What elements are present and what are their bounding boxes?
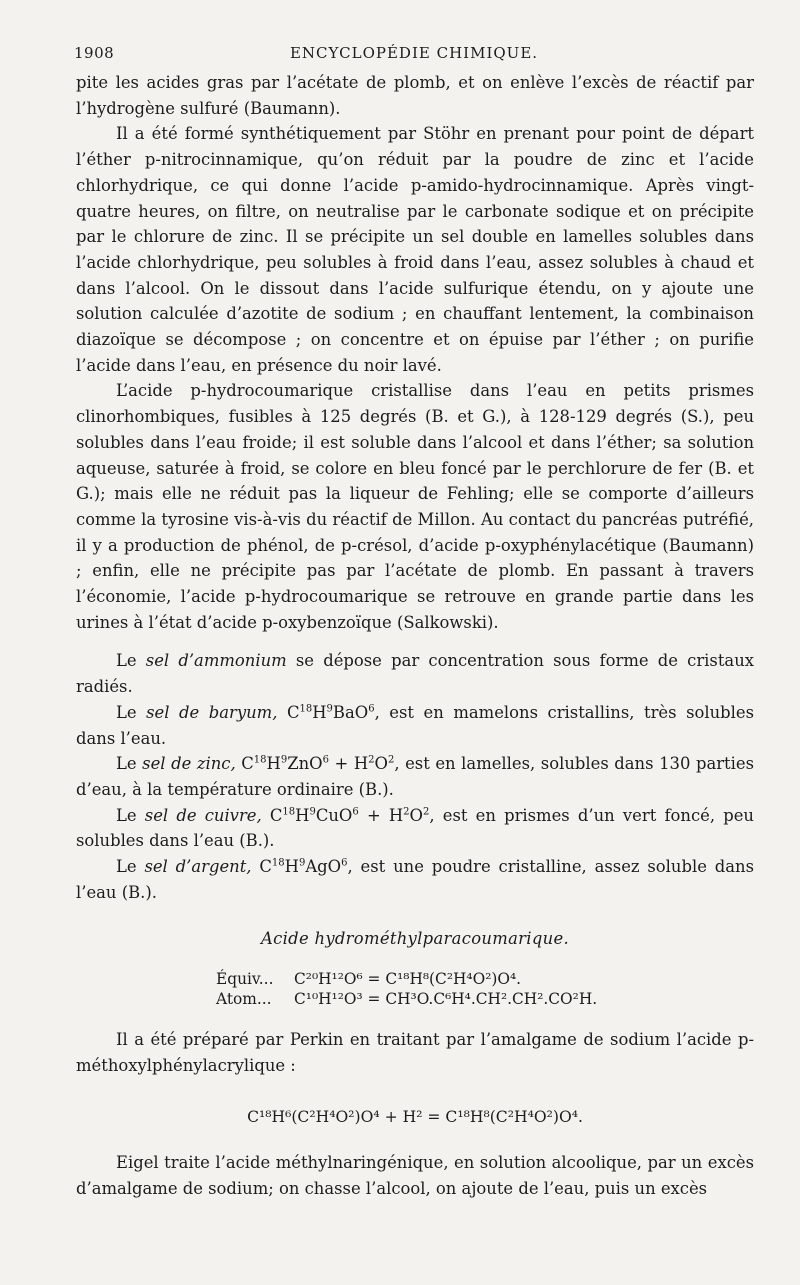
page-number: 1908 <box>74 44 115 62</box>
formula-label-equiv: Équiv... <box>216 970 274 989</box>
reaction-equation: C¹⁸H⁶(C²H⁴O²)O⁴ + H² = C¹⁸H⁸(C²H⁴O²)O⁴. <box>247 1107 583 1126</box>
salt-name: sel d’argent, <box>144 857 252 877</box>
formula-block <box>216 969 754 1009</box>
formula-sup: 6 <box>341 857 348 869</box>
salt-cuivre <box>76 803 754 854</box>
salt-description: , est en mamelons cristallins, très solubles dans l’eau. <box>76 702 754 748</box>
formula-label-atom: Atom... <box>216 990 272 1009</box>
formula-sup: 6 <box>322 754 329 766</box>
formula-part: H <box>266 754 281 774</box>
formula-part: O <box>374 754 388 774</box>
salt-lead: Le <box>116 702 147 722</box>
formula-sup: 18 <box>271 857 285 869</box>
formula-part: C <box>235 754 254 774</box>
formula-sup: 9 <box>280 754 288 766</box>
salt-zinc <box>76 751 754 802</box>
formula-part: C <box>251 857 272 877</box>
formula-part: ZnO <box>287 754 323 774</box>
running-title: ENCYCLOPÉDIE CHIMIQUE. <box>289 44 539 62</box>
formula-part: H <box>295 805 310 825</box>
salt-name: sel de zinc, <box>142 754 236 774</box>
section-title: Acide hydrométhylparacoumarique. <box>261 928 569 948</box>
formula-sup: 18 <box>299 703 313 715</box>
formula-sup: 18 <box>253 754 267 766</box>
formula-part: + H <box>328 754 369 774</box>
formula-part: C <box>277 702 300 722</box>
paragraph-eigel: Eigel traite l’acide méthylnaringénique, en solution alcoolique, par un excès d’amalgame de sodium; on chasse l’alcool, on ajoute de l’eau, puis un excès <box>76 1153 754 1199</box>
formula-equiv-value: C²⁰H¹²O⁶ = C¹⁸H⁸(C²H⁴O²)O⁴. <box>294 970 522 989</box>
salt-name: sel de baryum, <box>146 702 278 722</box>
formula-part: BaO <box>332 702 369 722</box>
salt-lead: Le <box>116 857 145 877</box>
salt-description: , est en prismes d’un vert foncé, peu solubles dans l’eau (B.). <box>76 805 754 851</box>
formula-atom-value: C¹⁰H¹²O³ = CH³O.C⁶H⁴.CH².CH².CO²H. <box>294 990 598 1009</box>
paragraph-continuation: pite les acides gras par l’acétate de plomb, et on enlève l’excès de réactif par l’hydrogène sulfuré (Baumann). <box>76 73 754 118</box>
formula-sup: 2 <box>403 806 410 818</box>
formula-part: CuO <box>315 805 353 825</box>
formula-sup: 2 <box>368 754 375 766</box>
formula-sup: 9 <box>326 703 333 715</box>
salt-name: sel d’ammonium <box>145 651 287 671</box>
salt-lead: Le <box>116 805 145 825</box>
salt-name: sel de cuivre, <box>144 805 262 825</box>
formula-part: H <box>284 857 299 877</box>
salt-ammonium <box>76 648 754 699</box>
formula-sup: 6 <box>368 703 375 715</box>
salt-lead: Le <box>116 651 146 671</box>
paragraph-perkin: Il a été préparé par Perkin en traitant par l’amalgame de sodium l’acide p-méthoxylphénylacrylique : <box>76 1030 754 1075</box>
formula-part: AgO <box>305 857 342 877</box>
formula-atom <box>216 989 754 1009</box>
salt-formula <box>262 806 430 825</box>
formula-part: + H <box>358 805 404 825</box>
salt-formula <box>236 754 395 773</box>
formula-sup: 18 <box>282 806 296 818</box>
paragraph-synthesis: Il a été formé synthétiquement par Stöhr en prenant pour point de départ l’éther p-nitrocinnamique, qu’on réduit par la poudre de zinc et l’acide chlorhydrique, ce qui donne l’acide p-amido-hydrocinnamique. Après vingt-quatre heures, on filtre, on neutralise par le carbonate sodique et on précipite par le chlorure de zinc. Il se précipite un sel double en lamelles solubles dans l’acide chlorhydrique, peu solubles à froid dans l’eau, assez solubles à chaud et dans l’alcool. On le dissout dans l’acide sulfurique étendu, on y ajoute une solution calculée d’azotite de sodium ; en chauffant lentement, la combinaison diazoïque se décompose ; on concentre et on épuise par l’éther ; on purifie l’acide dans l’eau, en présence du noir lavé. <box>76 124 754 375</box>
formula-part: H <box>312 702 327 722</box>
salt-description: se dépose par concentration sous forme de cristaux radiés. <box>76 651 754 697</box>
formula-equiv <box>216 969 754 989</box>
formula-part: O <box>409 805 423 825</box>
salt-lead: Le <box>116 754 143 774</box>
formula-sup: 6 <box>352 806 359 818</box>
salt-argent <box>76 854 754 905</box>
salt-formula <box>277 703 374 722</box>
salt-description: , est une poudre cristalline, assez soluble dans l’eau (B.). <box>76 857 754 902</box>
formula-sup: 2 <box>387 754 395 766</box>
paragraph-properties: L’acide p-hydrocoumarique cristallise dans l’eau en petits prismes clinorhombiques, fusibles à 125 degrés (B. et G.), à 128-129 degrés (S.), peu solubles dans l’eau froide; il est soluble dans l’alcool et dans l’éther; sa solution aqueuse, saturée à froid, se colore en bleu foncé par le perchlorure de fer (B. et G.); mais elle ne réduit pas la liqueur de Fehling; elle se comporte d’ailleurs comme la tyrosine vis-à-vis du réactif de Millon. Au contact du pancréas putréfié, il y a production de phénol, de p-crésol, d’acide p-oxyphénylacétique (Baumann) ; enfin, elle ne précipite pas par l’acétate de plomb. En passant à travers l’économie, l’acide p-hydrocoumarique se retrouve en grande partie dans les urines à l’état d’acide p-oxybenzoïque (Salkowski). <box>76 381 754 632</box>
formula-part: C <box>261 805 283 825</box>
formula-sup: 9 <box>309 806 316 818</box>
page-body <box>76 70 754 1202</box>
salt-formula <box>252 857 348 876</box>
salt-baryum <box>76 700 754 751</box>
page-header <box>74 44 754 68</box>
salt-description: , est en lamelles, solubles dans 130 parties d’eau, à la température ordinaire (B.). <box>76 754 754 799</box>
formula-sup: 2 <box>422 806 430 818</box>
formula-sup: 9 <box>298 857 306 869</box>
